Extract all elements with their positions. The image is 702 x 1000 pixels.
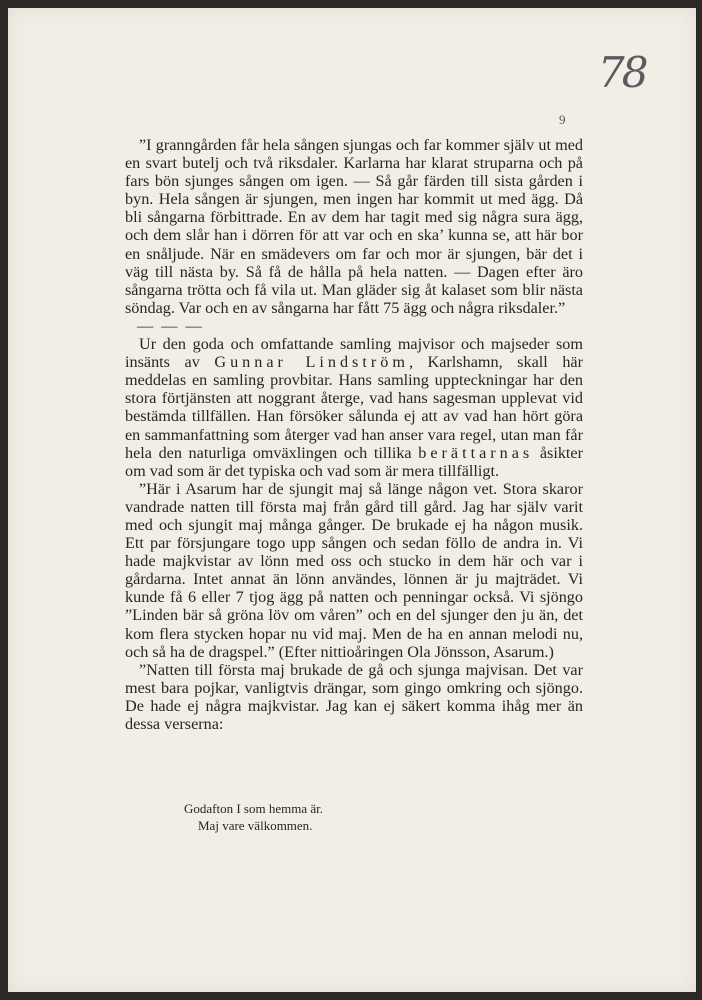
body-text — [125, 136, 583, 733]
page-number: 9 — [559, 112, 566, 127]
paragraph-4: ”Natten till första maj brukade de gå och sjunga majvisan. Det var mest bara pojkar, vanligtvis drängar, som gingo omkring och sjöngo. De hade ej några majkvistar. Jag kan ej säkert komma ihåg mer än dessa verserna: — [125, 660, 583, 733]
handwritten-page-number: 78 — [598, 48, 646, 97]
section-divider: — — — — [137, 316, 204, 335]
verse-line-1: Godafton I som hemma är. — [184, 801, 323, 816]
document-page — [8, 8, 696, 992]
verse-line-2: Maj vare välkommen. — [198, 818, 313, 833]
paragraph-2-part-a: Ur den goda och omfattande samling majvisor och majseder som insänts av — [125, 335, 583, 372]
paragraph-2-part-b: , Karlshamn, skall här meddelas en samling provbitar. Hans samling uppteckningar har den stora förtjänsten att noggrant återge, vad hans sagesman upplevat vid bestämda tillfällen. Han försöker sålunda ej att av vad han hört göra en sammanfattning som återger vad han anser vara regel, utan man får hela den naturliga omväxlingen och tillika — [125, 353, 583, 462]
paragraph-3: ”Här i Asarum har de sjungit maj så länge någon vet. Stora skaror vandrade natten till första maj från gård till gård. Jag har själv varit med och sjungit maj många gånger. De brukade ej ha någon musik. Ett par försjungare togo upp sången och sedan föllo de andra in. Vi hade majkvistar av lönn med oss och stucko in dem här och var i gårdarna. Intet annat än lönn användes, lönnen är ju majträdet. Vi kunde få 6 eller 7 tjog ägg på natten och penningar också. Vi sjöngo ”Linden bär så gröna löv om våren” och en del sjunger den ju än, det kom flera stycken hopar nu vid maj. Men de ha en annan melodi nu, och så ha de dragspel.” (Efter nittioåringen Ola Jönsson, Asarum.) — [125, 479, 583, 661]
emphasized-word: berättarnas — [418, 443, 534, 462]
author-name: Gunnar Lindström — [214, 353, 409, 372]
paragraph-2 — [125, 335, 583, 480]
verse-block — [184, 800, 323, 834]
paragraph-1: ”I granngården får hela sången sjungas och far kommer själv ut med en svart butelj och två riksdaler. Karlarna har klarat struparna och på fars bön sjunges sången om igen. — Så går färden till sista gården i byn. Hela sången är sjungen, men ingen har kommit ut med ägg. Då bli sångarna förbittrade. En av dem har tagit med sig några sura ägg, och dem slår han i dörren för att var och en ska’ kunna se, att här bor en snåljude. När en smädevers om far och mor är sjungen, bär det i väg till nästa by. Så få de hålla på hela natten. — Dagen efter äro sångarna trötta och få vila ut. Man gläder sig åt kalaset som blir nästa söndag. Var och en av sångarna har fått 75 ägg och några riksdaler.” — [125, 136, 583, 317]
paragraph-2-part-c: åsikter om vad som är det typiska och vad som är mera tillfälligt. — [125, 443, 584, 480]
